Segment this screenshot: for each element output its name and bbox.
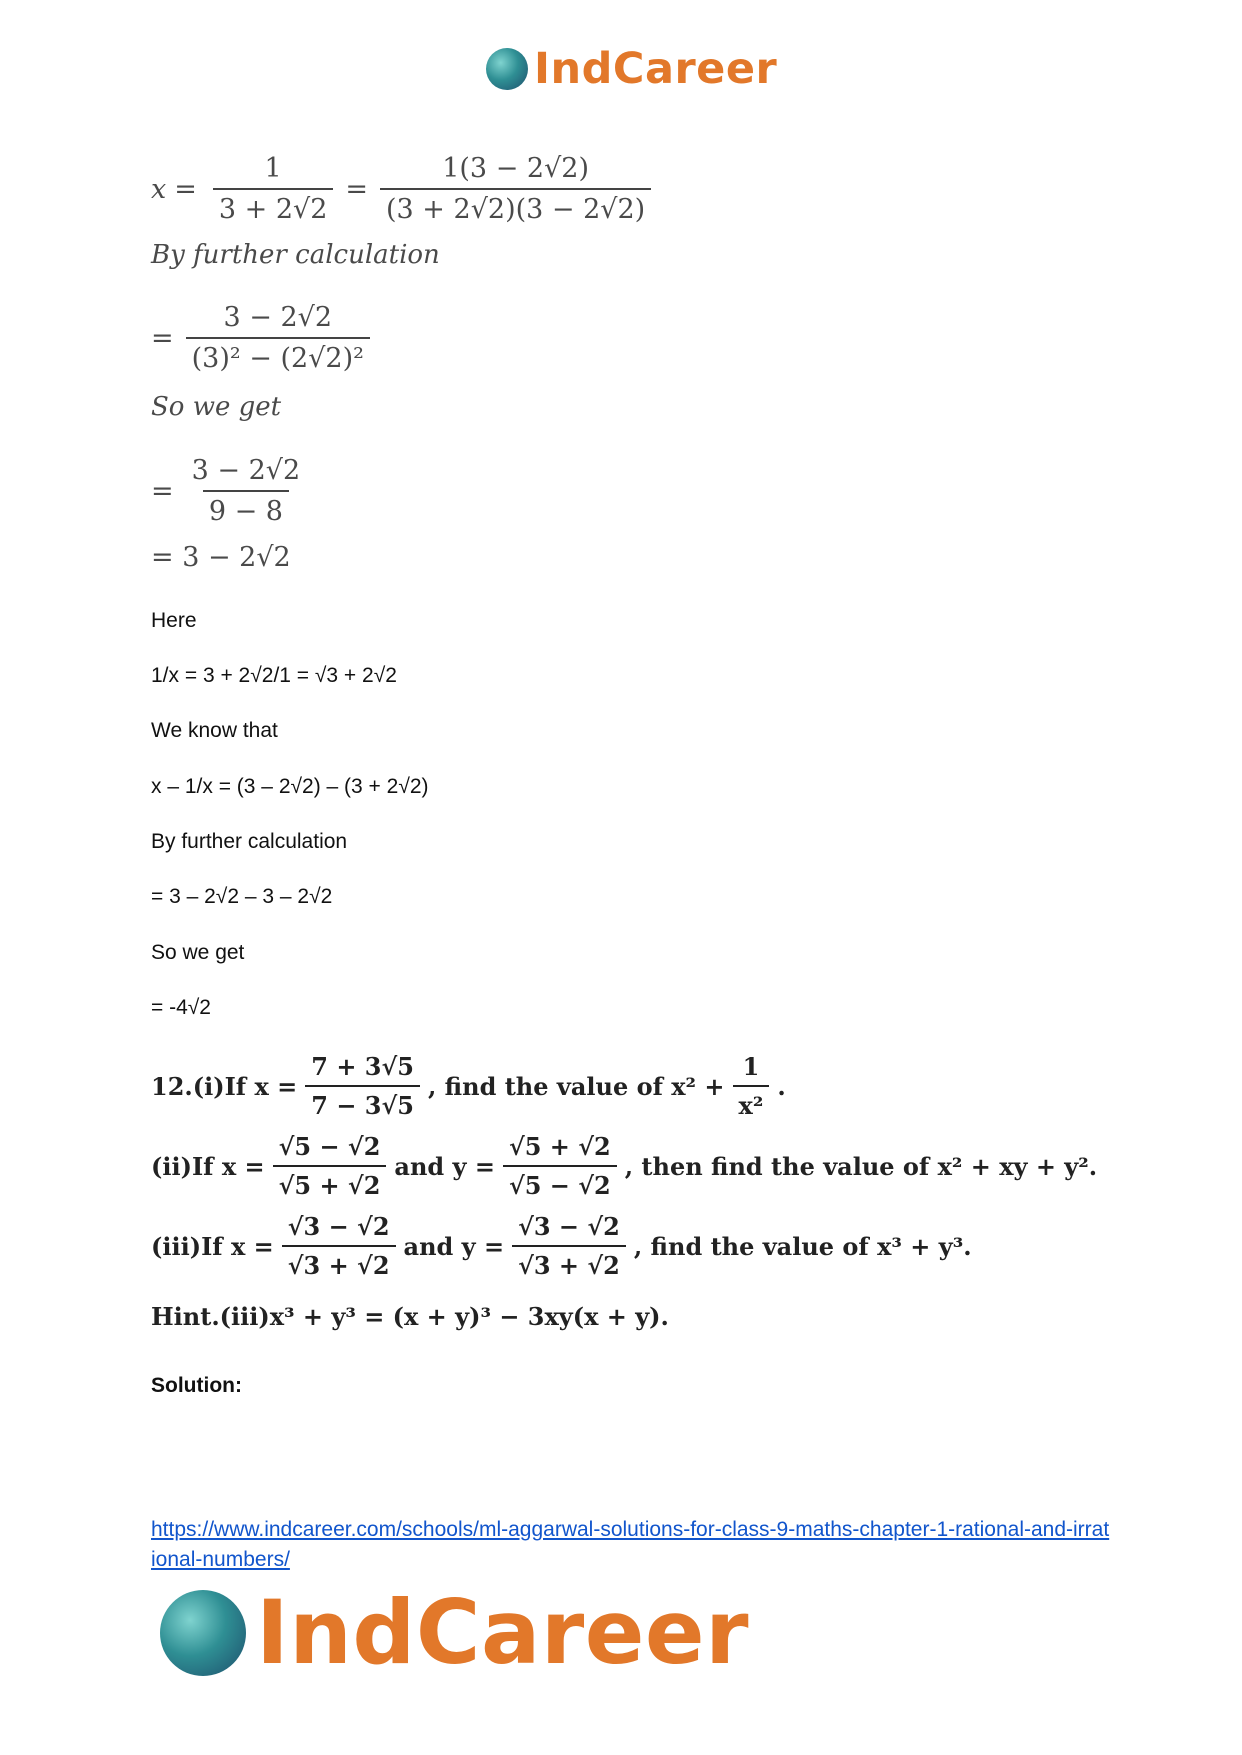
numerator: 1(3 − 2√2) — [442, 153, 589, 184]
text-line: Here — [151, 609, 197, 632]
math-variable: x — [151, 173, 167, 205]
fraction — [380, 153, 651, 225]
text-line: x – 1/x = (3 – 2√2) – (3 + 2√2) — [151, 775, 429, 798]
denominator: (3 + 2√2)(3 − 2√2) — [380, 188, 651, 225]
fraction: $\frac{√3 - √2}{√3 + √2}$ — [282, 1212, 396, 1280]
numerator: 3 − 2√2 — [191, 455, 301, 486]
fraction: $\frac{√5 - √2}{√5 + √2}$ — [273, 1132, 387, 1200]
fraction — [186, 455, 307, 527]
question-part-iii: (iii)If x = $\frac{√3 - √2}{√3 + √2}$ and y = $\frac{√3 - √2}{√3 + √2}$ , find the value of x³ + y³. — [151, 1212, 972, 1280]
math-caption: So we get — [151, 392, 282, 422]
text-line: We know that — [151, 719, 278, 742]
fraction: $\frac{√5 + √2}{√5 - √2}$ — [503, 1132, 617, 1200]
question-hint: Hint.(iii)x³ + y³ = (x + y)³ − 3xy(x + y). — [151, 1302, 669, 1331]
fraction — [213, 153, 334, 225]
globe-icon — [160, 1590, 246, 1676]
math-line-2: = $\frac{3 - 2√2}{\text{(3)² − (2√2)²}}$ — [151, 302, 378, 374]
fraction: $\frac{7 + 3√5}{7 - 3√5}$ — [305, 1052, 420, 1120]
fraction: $\frac{1}{\text{x²}}$ — [733, 1052, 770, 1120]
denominator: 9 − 8 — [203, 490, 289, 527]
text-line: 1/x = 3 + 2√2/1 = √3 + 2√2 — [151, 664, 397, 687]
solution-label: Solution: — [151, 1374, 242, 1397]
denominator: 3 + 2√2 — [213, 188, 334, 225]
footer-logo — [160, 1583, 749, 1683]
math-caption: By further calculation — [151, 240, 440, 270]
question-part-i: 12.(i)If x = $\frac{7 + 3√5}{7 - 3√5}$ , find the value of x² + $\frac{1}{\text{x²}}$ . — [151, 1052, 786, 1120]
header-logo-text: IndCareer — [534, 44, 778, 94]
text-line: By further calculation — [151, 830, 348, 853]
fraction: $\frac{√3 - √2}{√3 + √2}$ — [512, 1212, 626, 1280]
source-link[interactable]: https://www.indcareer.com/schools/ml-aggarwal-solutions-for-class-9-maths-chapter-1-rational-and-irrational-numbers/ — [151, 1518, 1110, 1571]
globe-icon — [486, 48, 528, 90]
math-line-3: = $\frac{3 - 2√2}{9 - 8}$ — [151, 455, 314, 527]
footer-logo-text: IndCareer — [256, 1581, 750, 1684]
numerator: 1 — [264, 153, 282, 184]
denominator: (3)² − (2√2)² — [186, 337, 370, 374]
fraction — [186, 302, 370, 374]
question-part-ii: (ii)If x = $\frac{√5 - √2}{√5 + √2}$ and y = $\frac{√5 + √2}{√5 - √2}$ , then find the value of x² + xy + y². — [151, 1132, 1098, 1200]
text-line: So we get — [151, 941, 245, 964]
text-line: = -4√2 — [151, 996, 211, 1019]
text-line: = 3 – 2√2 – 3 – 2√2 — [151, 885, 333, 908]
numerator: 3 − 2√2 — [223, 302, 333, 333]
header-logo — [486, 40, 777, 98]
math-line-4: = 3 − 2√2 — [151, 542, 291, 573]
math-line-1: x = $\frac{1}{3 + 2√2}$ = $\frac{1(3 - 2√2)}{(3 + 2√2)(3 - 2√2)}$ — [151, 153, 659, 225]
